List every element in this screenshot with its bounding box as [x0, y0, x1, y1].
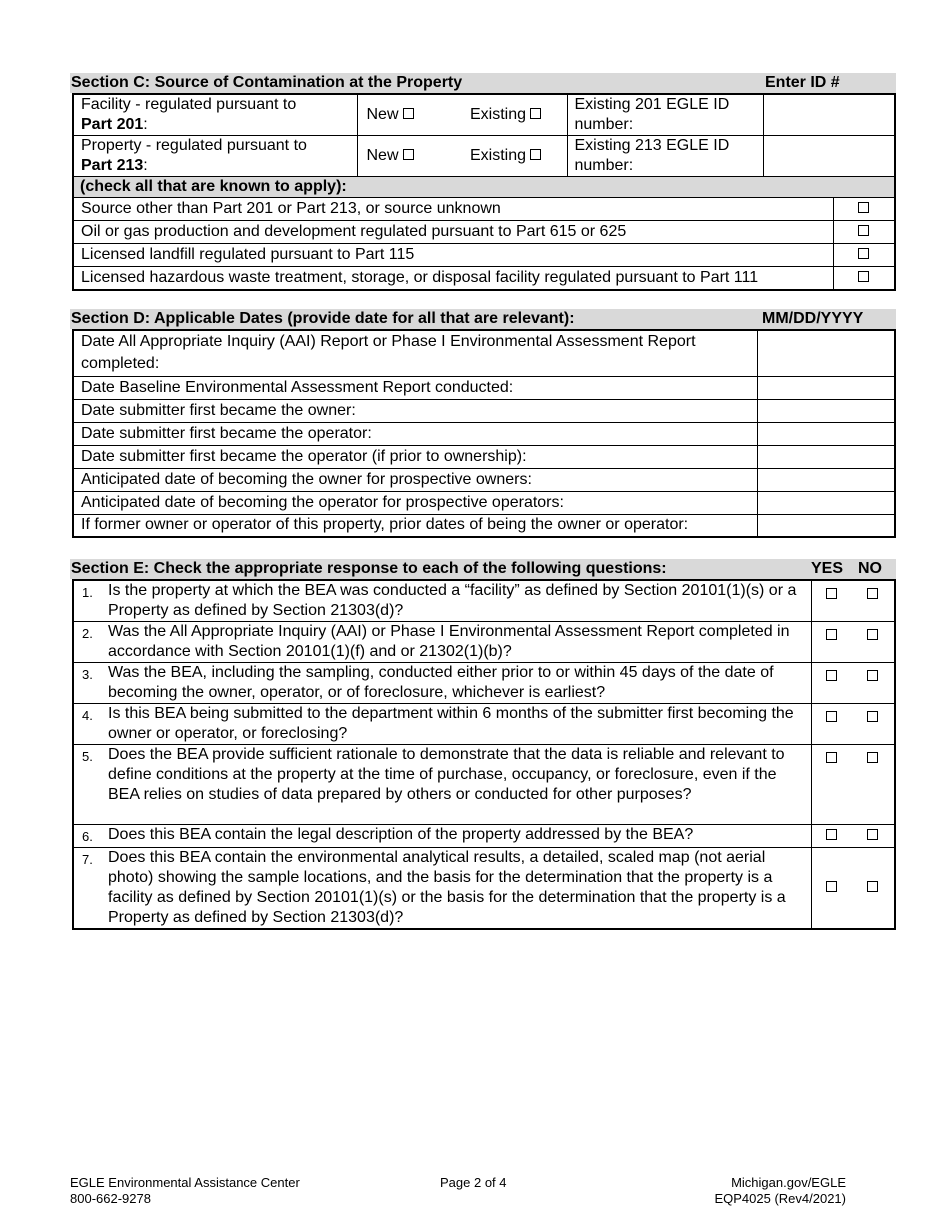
section-c-title: Section C: Source of Contamination at the Property	[71, 74, 463, 91]
question-text: Does this BEA contain the legal description of the property addressed by the BEA?	[108, 825, 811, 848]
footer-website: Michigan.gov/EGLE	[731, 1175, 846, 1190]
question-number: 3.	[73, 663, 108, 704]
question-row	[73, 663, 895, 704]
yes-checkbox[interactable]	[826, 752, 837, 763]
part213-new-cell[interactable]	[357, 136, 461, 177]
section-e-header	[70, 559, 896, 579]
part213-label-text: Property - regulated pursuant to	[81, 137, 307, 154]
part201-id-label	[567, 94, 763, 136]
question-number: 7.	[73, 848, 108, 930]
yes-checkbox[interactable]	[826, 629, 837, 640]
source-item-label: Source other than Part 201 or Part 213, or source unknown	[73, 198, 833, 221]
question-text: Is the property at which the BEA was conducted a “facility” as defined by Section 20101(1)(s) or a Property as defined by Section 21303(d)?	[108, 580, 811, 622]
question-row	[73, 848, 895, 930]
footer-page-number: Page 2 of 4	[440, 1175, 507, 1190]
yes-label: YES	[811, 560, 844, 577]
date-input[interactable]	[757, 376, 895, 399]
no-checkbox[interactable]	[867, 881, 878, 892]
no-checkbox[interactable]	[867, 670, 878, 681]
no-label: NO	[858, 560, 882, 577]
question-text: Does the BEA provide sufficient rationale to demonstrate that the data is reliable and relevant to define conditions at the property at the time of purchase, occupancy, or foreclosure, even if the BEA relies on studies of data prepared by others or conducted for other purposes?	[108, 745, 811, 825]
part213-label-part: Part 213	[81, 157, 144, 174]
date-input[interactable]	[757, 445, 895, 468]
part201-new-cell[interactable]	[357, 94, 461, 136]
date-item-label: Date submitter first became the operator:	[73, 422, 757, 445]
date-item-label: Date All Appropriate Inquiry (AAI) Report or Phase I Environmental Assessment Report completed:	[73, 330, 757, 376]
question-number: 2.	[73, 622, 108, 663]
no-cell[interactable]	[851, 622, 895, 663]
question-row	[73, 622, 895, 663]
part213-new-label: New	[366, 147, 399, 164]
part213-existing-cell[interactable]	[461, 136, 567, 177]
date-input[interactable]	[757, 491, 895, 514]
yes-cell[interactable]	[811, 580, 851, 622]
yes-cell[interactable]	[811, 745, 851, 825]
question-text: Was the All Appropriate Inquiry (AAI) or Phase I Environmental Assessment Report completed in accordance with Section 20101(1)(f) and or 21302(1)(b)?	[108, 622, 811, 663]
source-item-checkbox[interactable]	[858, 225, 869, 236]
yes-cell[interactable]	[811, 825, 851, 848]
source-item-checkbox-cell[interactable]	[833, 244, 895, 267]
source-item-label: Oil or gas production and development regulated pursuant to Part 615 or 625	[73, 221, 833, 244]
source-item-label: Licensed hazardous waste treatment, storage, or disposal facility regulated pursuant to Part 111	[73, 267, 833, 290]
date-input[interactable]	[757, 330, 895, 376]
section-d-table	[72, 329, 896, 538]
no-checkbox[interactable]	[867, 829, 878, 840]
no-cell[interactable]	[851, 745, 895, 825]
part213-id-label-b: number:	[574, 157, 634, 174]
source-item-checkbox[interactable]	[858, 271, 869, 282]
no-checkbox[interactable]	[867, 629, 878, 640]
source-item-row	[73, 221, 895, 244]
part201-id-label-a: Existing 201 EGLE ID	[574, 96, 730, 113]
question-text: Does this BEA contain the environmental analytical results, a detailed, scaled map (not aerial photo) showing the sample locations, and the basis for the determination that the property is a facility as defined by Section 20101(1)(s) or the basis for the determination that the property is a Property as defined by Section 21303(d)?	[108, 848, 811, 930]
enter-id-label: Enter ID #	[765, 74, 840, 91]
part201-existing-checkbox[interactable]	[530, 108, 541, 119]
question-row	[73, 704, 895, 745]
part213-row	[73, 136, 895, 177]
date-format-label: MM/DD/YYYY	[762, 310, 864, 327]
part213-id-input[interactable]	[763, 136, 895, 177]
question-text: Was the BEA, including the sampling, conducted either prior to or within 45 days of the date of becoming the owner, operator, or of foreclosure, whichever is earliest?	[108, 663, 811, 704]
question-number: 1.	[73, 580, 108, 622]
no-cell[interactable]	[851, 663, 895, 704]
part201-new-checkbox[interactable]	[403, 108, 414, 119]
date-item-label: Anticipated date of becoming the owner for prospective owners:	[73, 468, 757, 491]
section-d-title: Section D: Applicable Dates (provide date for all that are relevant):	[71, 310, 575, 327]
source-item-row	[73, 244, 895, 267]
footer-form-number: EQP4025 (Rev4/2021)	[714, 1191, 846, 1206]
section-d-header	[70, 309, 896, 329]
part213-new-checkbox[interactable]	[403, 149, 414, 160]
part201-row	[73, 94, 895, 136]
footer-left	[70, 1175, 300, 1207]
date-item-label: Date submitter first became the operator (if prior to ownership):	[73, 445, 757, 468]
question-row	[73, 580, 895, 622]
no-cell[interactable]	[851, 825, 895, 848]
no-cell[interactable]	[851, 580, 895, 622]
footer-right	[714, 1175, 846, 1207]
question-number: 5.	[73, 745, 108, 825]
date-input[interactable]	[757, 422, 895, 445]
part213-existing-label: Existing	[470, 147, 527, 164]
check-all-heading: (check all that are known to apply):	[73, 177, 895, 198]
date-item-label: If former owner or operator of this property, prior dates of being the owner or operator:	[73, 514, 757, 537]
source-item-checkbox-cell[interactable]	[833, 198, 895, 221]
part213-id-label-a: Existing 213 EGLE ID	[574, 137, 730, 154]
section-e-title: Section E: Check the appropriate response to each of the following questions:	[71, 560, 667, 577]
source-item-row	[73, 198, 895, 221]
source-item-checkbox[interactable]	[858, 202, 869, 213]
part201-label	[73, 94, 357, 136]
question-row	[73, 745, 895, 825]
part201-existing-label: Existing	[470, 106, 527, 123]
source-item-label: Licensed landfill regulated pursuant to Part 115	[73, 244, 833, 267]
footer-phone: 800-662-9278	[70, 1191, 151, 1206]
part213-id-label	[567, 136, 763, 177]
section-c-header	[70, 73, 896, 93]
no-checkbox[interactable]	[867, 752, 878, 763]
source-item-checkbox[interactable]	[858, 248, 869, 259]
date-input[interactable]	[757, 514, 895, 537]
no-cell[interactable]	[851, 848, 895, 930]
date-input[interactable]	[757, 468, 895, 491]
yes-cell[interactable]	[811, 704, 851, 745]
question-number: 4.	[73, 704, 108, 745]
section-c-table	[72, 93, 896, 291]
part201-id-label-b: number:	[574, 116, 634, 133]
yes-checkbox[interactable]	[826, 881, 837, 892]
date-input[interactable]	[757, 399, 895, 422]
date-item-label: Date submitter first became the owner:	[73, 399, 757, 422]
footer-center-name: EGLE Environmental Assistance Center	[70, 1175, 300, 1190]
part201-new-label: New	[366, 106, 399, 123]
part201-existing-cell[interactable]	[461, 94, 567, 136]
yes-checkbox[interactable]	[826, 829, 837, 840]
part201-label-part: Part 201	[81, 116, 144, 133]
part213-label	[73, 136, 357, 177]
part201-id-input[interactable]	[763, 94, 895, 136]
source-item-checkbox-cell[interactable]	[833, 221, 895, 244]
question-text: Is this BEA being submitted to the department within 6 months of the submitter first becoming the owner or operator, or foreclosing?	[108, 704, 811, 745]
no-cell[interactable]	[851, 704, 895, 745]
question-number: 6.	[73, 825, 108, 848]
part213-existing-checkbox[interactable]	[530, 149, 541, 160]
yes-cell[interactable]	[811, 848, 851, 930]
question-row	[73, 825, 895, 848]
yes-checkbox[interactable]	[826, 711, 837, 722]
source-item-checkbox-cell[interactable]	[833, 267, 895, 290]
yes-checkbox[interactable]	[826, 670, 837, 681]
part201-label-text: Facility - regulated pursuant to	[81, 96, 297, 113]
part201-label-colon: :	[143, 116, 148, 133]
no-checkbox[interactable]	[867, 711, 878, 722]
section-e-table	[72, 579, 896, 930]
source-item-row	[73, 267, 895, 290]
yes-cell[interactable]	[811, 622, 851, 663]
yes-cell[interactable]	[811, 663, 851, 704]
yes-checkbox[interactable]	[826, 588, 837, 599]
date-item-label: Date Baseline Environmental Assessment Report conducted:	[73, 376, 757, 399]
date-item-label: Anticipated date of becoming the operator for prospective operators:	[73, 491, 757, 514]
part213-label-colon: :	[143, 157, 148, 174]
no-checkbox[interactable]	[867, 588, 878, 599]
